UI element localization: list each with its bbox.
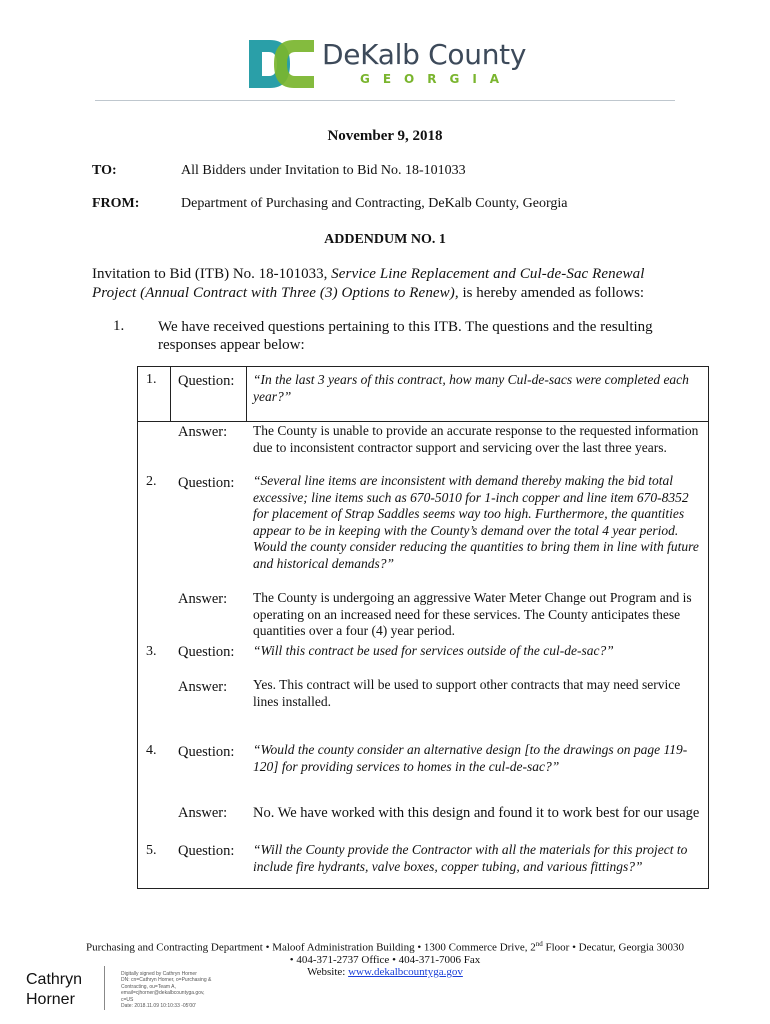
- answer-label: Answer:: [178, 679, 228, 695]
- signature-detail-line: Date: 2018.11.09 10:10:33 -05'00': [121, 1003, 196, 1010]
- question-number: 2.: [146, 474, 157, 489]
- footer-phone: • 404-371-2737 Office • 404-371-7006 Fax: [289, 954, 481, 966]
- question-label: Question:: [178, 744, 235, 760]
- website-label: Website:: [307, 966, 349, 978]
- from-value: Department of Purchasing and Contracting, DeKalb County, Georgia: [181, 196, 568, 211]
- footer-address-part1: Purchasing and Contracting Department • Maloof Administration Building • 1300 Commerce Drive, 2: [85, 941, 536, 954]
- question-number: 1.: [146, 372, 157, 387]
- to-label: TO:: [92, 163, 117, 178]
- answer-text: No. We have worked with this design and found it to work best for our usage: [253, 805, 700, 821]
- logo-state-name: GEORGIA: [360, 72, 513, 86]
- signature-divider: [104, 966, 105, 1010]
- memo-date: November 9, 2018: [327, 128, 443, 144]
- intro-suffix: is hereby amended as follows:: [458, 285, 645, 301]
- signature-last-name: Horner: [26, 991, 75, 1008]
- answer-label: Answer:: [178, 591, 228, 607]
- logo-c-shape: [274, 40, 314, 88]
- header-divider: [95, 100, 675, 101]
- question-number: 5.: [146, 843, 157, 858]
- qa-table-divider: [170, 366, 171, 421]
- item-text: We have received questions pertaining to this ITB. The questions and the resulting responses appear below:: [158, 319, 653, 353]
- item-number: 1.: [113, 318, 125, 334]
- footer-floor-suffix: nd: [535, 940, 543, 948]
- question-text: “Will this contract be used for services outside of the cul-de-sac?”: [253, 643, 614, 658]
- signature-detail-line: email=cjhorner@dekalbcountyga.gov,: [121, 990, 205, 997]
- signature-detail-line: Contracting, ou=Team A,: [121, 983, 176, 990]
- question-number: 3.: [146, 644, 157, 659]
- intro-paragraph: [92, 265, 682, 303]
- addendum-title: ADDENDUM NO. 1: [324, 232, 446, 247]
- website-link[interactable]: www.dekalbcountyga.gov: [348, 966, 463, 978]
- signature-detail-line: Digitally signed by Cathryn Horner: [121, 971, 197, 977]
- answer-label: Answer:: [178, 424, 228, 440]
- footer-address: [0, 940, 770, 954]
- signature-detail-line: DN: cn=Cathryn Horner, o=Purchasing &: [121, 977, 212, 984]
- answer-text: The County is unable to provide an accurate response to the requested information due to inconsistent contractor support and servicing over the last three years.: [253, 423, 699, 455]
- question-label: Question:: [178, 475, 235, 491]
- qa-table-divider: [246, 366, 247, 421]
- answer-label: Answer:: [178, 805, 228, 821]
- signature-name: [26, 970, 82, 1010]
- question-text: “Will the County provide the Contractor with all the materials for this project to include fire hydrants, valve boxes, copper tubing, and various fittings?”: [253, 842, 688, 874]
- question-number: 4.: [146, 743, 157, 758]
- question-text: “Would the county consider an alternative design [to the drawings on page 119-120] for providing services to homes in the cul-de-sac?”: [253, 742, 688, 774]
- question-text: “Several line items are inconsistent with demand thereby making the bid total excessive; line items such as 670-5010 for 1-inch copper and line item 670-8352 for placement of Strap Saddles seems way too high. Furthermore, the quantities appear to be in keeping with the County’s demand over the total 4 year period. Would the county consider reducing the quantities to bring them in line with future and historical demands?”: [253, 473, 699, 571]
- answer-text: Yes. This contract will be used to support other contracts that may need service lines installed.: [253, 677, 681, 709]
- to-value: All Bidders under Invitation to Bid No. 18-101033: [181, 163, 466, 178]
- answer-text: The County is undergoing an aggressive Water Meter Change out Program and is operating on an increased need for these services. The County anticipates these quantities over a four (4) year period.: [253, 590, 692, 638]
- signature-detail-line: c=US: [121, 996, 134, 1003]
- logo-county-name: DeKalb County: [322, 38, 527, 71]
- signature-first-name: Cathryn: [26, 971, 83, 988]
- signature-details: [121, 971, 231, 1009]
- footer-website: [0, 966, 770, 978]
- qa-table-divider: [137, 421, 709, 422]
- project-title: Service Line Replacement and Cul-de-Sac Renewal Project (Annual Contract with Three (3) Options to Renew),: [92, 266, 645, 301]
- from-label: FROM:: [92, 196, 140, 211]
- question-label: Question:: [178, 373, 235, 389]
- question-label: Question:: [178, 843, 235, 859]
- question-label: Question:: [178, 644, 235, 660]
- footer-address-part2: Floor • Decatur, Georgia 30030: [542, 941, 685, 954]
- question-text: “In the last 3 years of this contract, how many Cul-de-sacs were completed each year?”: [253, 372, 689, 404]
- intro-prefix: Invitation to Bid (ITB) No. 18-101033,: [92, 266, 332, 282]
